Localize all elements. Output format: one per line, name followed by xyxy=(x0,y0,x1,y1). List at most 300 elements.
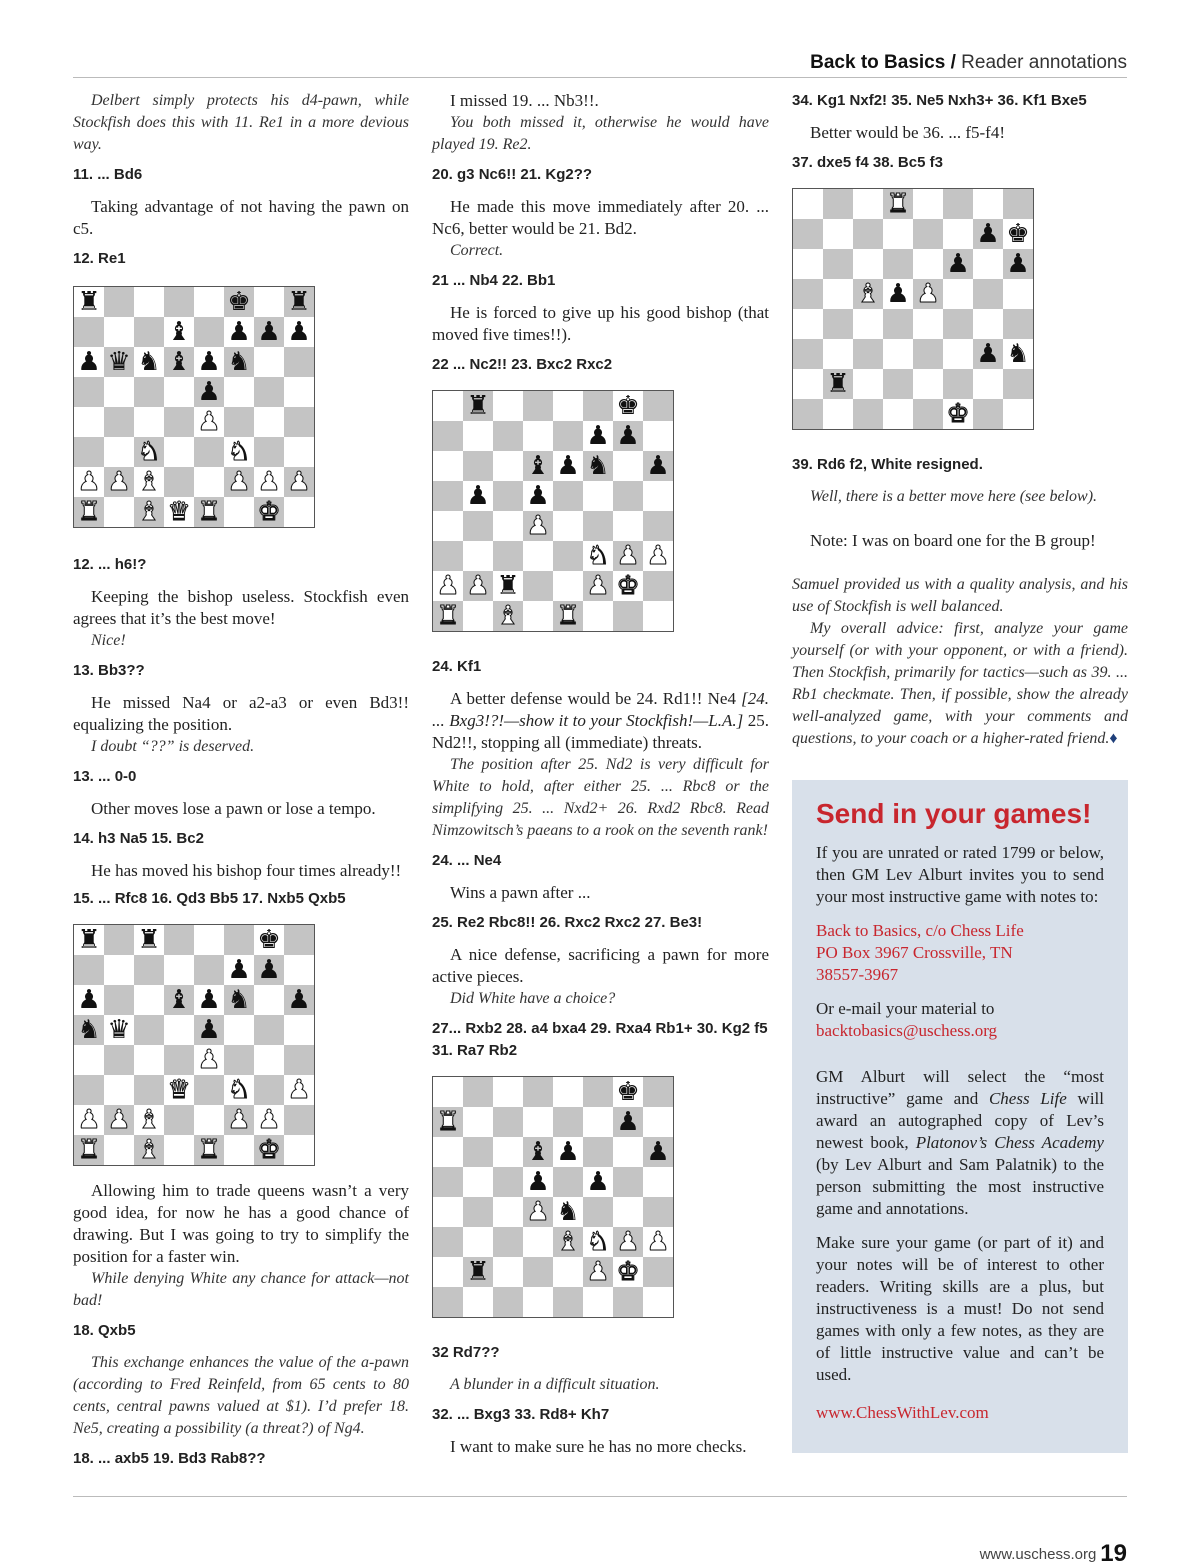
board-square xyxy=(284,347,314,377)
board-square xyxy=(284,1105,314,1135)
board-square xyxy=(553,541,583,571)
board-square xyxy=(643,541,673,571)
text-run: (by Lev Alburt and Sam Palatnik) to the person submitting the most instructive game and annotations. xyxy=(816,1155,1104,1218)
board-square xyxy=(284,467,314,497)
move-heading: 12. Re1 xyxy=(73,250,126,267)
board-square xyxy=(583,481,613,511)
board-square xyxy=(613,391,643,421)
board-square xyxy=(1003,369,1033,399)
board-square xyxy=(433,1257,463,1287)
board-square xyxy=(433,511,463,541)
website-link[interactable]: www.ChessWithLev.com xyxy=(816,1403,989,1422)
board-square xyxy=(973,339,1003,369)
board-square xyxy=(643,391,673,421)
white-knight-icon: ♞ xyxy=(227,437,251,467)
board-square xyxy=(583,451,613,481)
board-square xyxy=(433,601,463,631)
board-square xyxy=(224,1045,254,1075)
black-rook-icon: ♜ xyxy=(466,1257,490,1287)
black-bishop-icon: ♝ xyxy=(167,317,191,347)
board-square xyxy=(493,1197,523,1227)
board-square xyxy=(463,1137,493,1167)
board-square xyxy=(1003,249,1033,279)
board-square xyxy=(463,481,493,511)
board-square xyxy=(493,1227,523,1257)
board-square xyxy=(643,481,673,511)
board-square xyxy=(553,1167,583,1197)
chess-diagram xyxy=(792,188,1034,430)
board-square xyxy=(74,437,104,467)
board-square xyxy=(433,451,463,481)
board-square xyxy=(883,309,913,339)
black-bishop-icon: ♝ xyxy=(167,985,191,1015)
black-pawn-icon: ♟ xyxy=(197,985,221,1015)
board-square xyxy=(164,437,194,467)
black-pawn-icon: ♟ xyxy=(646,451,670,481)
board-square xyxy=(254,1075,284,1105)
board-square xyxy=(643,451,673,481)
mailing-address xyxy=(816,920,1104,986)
white-knight-icon: ♞ xyxy=(227,1075,251,1105)
board-square xyxy=(553,1197,583,1227)
white-bishop-icon: ♝ xyxy=(137,1105,161,1135)
move-heading: 14. h3 Na5 15. Bc2 xyxy=(73,830,204,847)
board-square xyxy=(433,1137,463,1167)
board-square xyxy=(853,279,883,309)
board-square xyxy=(74,407,104,437)
end-mark-icon: ♦ xyxy=(1109,730,1118,747)
board-square xyxy=(913,189,943,219)
board-square xyxy=(493,571,523,601)
black-pawn-icon: ♟ xyxy=(77,985,101,1015)
board-square xyxy=(433,1197,463,1227)
white-pawn-icon: ♟ xyxy=(227,1105,251,1135)
board-square xyxy=(194,1075,224,1105)
move-heading: 13. ... 0-0 xyxy=(73,768,137,785)
black-knight-icon: ♞ xyxy=(227,347,251,377)
board-square xyxy=(553,1257,583,1287)
move-heading: 12. ... h6!? xyxy=(73,556,147,573)
board-square xyxy=(523,1107,553,1137)
board-square xyxy=(254,377,284,407)
paragraph: Allowing him to trade queens wasn’t a very good idea, for now he has a good chance of drawing. But I was going to try to simplify the position for a faster win. xyxy=(73,1181,409,1266)
board-square xyxy=(164,1135,194,1165)
board-square xyxy=(284,317,314,347)
black-knight-icon: ♞ xyxy=(77,1015,101,1045)
white-pawn-icon: ♟ xyxy=(586,1257,610,1287)
board-square xyxy=(194,1135,224,1165)
board-square xyxy=(254,1015,284,1045)
board-square xyxy=(164,287,194,317)
board-square xyxy=(224,287,254,317)
board-square xyxy=(463,391,493,421)
board-square xyxy=(164,347,194,377)
board-square xyxy=(643,1167,673,1197)
black-pawn-icon: ♟ xyxy=(197,377,221,407)
board-square xyxy=(463,511,493,541)
board-square xyxy=(943,249,973,279)
black-pawn-icon: ♟ xyxy=(77,347,101,377)
black-pawn-icon: ♟ xyxy=(976,339,1000,369)
board-square xyxy=(793,369,823,399)
white-pawn-icon: ♟ xyxy=(287,467,311,497)
move-heading: 11. ... Bd6 xyxy=(73,166,143,183)
board-square xyxy=(224,497,254,527)
board-square xyxy=(463,571,493,601)
move-heading: 18. Qxb5 xyxy=(73,1322,136,1339)
white-rook-icon: ♜ xyxy=(436,601,460,631)
sidebar-paragraph xyxy=(816,1066,1104,1220)
white-pawn-icon: ♟ xyxy=(227,467,251,497)
board-square xyxy=(523,1077,553,1107)
board-square xyxy=(104,467,134,497)
board-square xyxy=(643,1107,673,1137)
board-square xyxy=(194,497,224,527)
sidebar-paragraph: Make sure your game (or part of it) and your notes will be of interest to other readers. Writing skills are a plus, but instructiveness is a must! Do not send games with only a few notes, as they are of little instructive value and can’t be used. xyxy=(816,1233,1104,1384)
board-square xyxy=(613,1167,643,1197)
board-square xyxy=(913,399,943,429)
white-pawn-icon: ♟ xyxy=(466,571,490,601)
white-pawn-icon: ♟ xyxy=(257,1105,281,1135)
board-square xyxy=(1003,219,1033,249)
board-square xyxy=(463,1197,493,1227)
board-square xyxy=(433,481,463,511)
board-square xyxy=(583,391,613,421)
board-square xyxy=(284,925,314,955)
board-square xyxy=(793,399,823,429)
board-square xyxy=(643,571,673,601)
board-square xyxy=(523,541,553,571)
white-rook-icon: ♜ xyxy=(77,497,101,527)
board-square xyxy=(553,1137,583,1167)
board-square xyxy=(463,1077,493,1107)
white-king-icon: ♚ xyxy=(616,571,640,601)
board-square xyxy=(224,347,254,377)
sidebar-paragraph: Or e-mail your material to xyxy=(816,999,995,1018)
board-square xyxy=(973,249,1003,279)
board-square xyxy=(523,421,553,451)
move-heading: 21 ... Nb4 22. Bb1 xyxy=(432,272,556,289)
board-square xyxy=(853,189,883,219)
board-square xyxy=(104,407,134,437)
paragraph: I want to make sure he has no more checks. xyxy=(450,1437,747,1456)
white-king-icon: ♚ xyxy=(257,1135,281,1165)
board-square xyxy=(643,1227,673,1257)
black-pawn-icon: ♟ xyxy=(976,219,1000,249)
board-square xyxy=(853,219,883,249)
board-square xyxy=(104,955,134,985)
column-2 xyxy=(432,90,769,1458)
white-pawn-icon: ♟ xyxy=(616,1227,640,1257)
white-knight-icon: ♞ xyxy=(586,1227,610,1257)
board-square xyxy=(553,481,583,511)
board-square xyxy=(433,421,463,451)
board-square xyxy=(943,279,973,309)
board-square xyxy=(74,1135,104,1165)
black-king-icon: ♚ xyxy=(1006,219,1030,249)
board-square xyxy=(74,377,104,407)
board-square xyxy=(254,467,284,497)
board-square xyxy=(823,309,853,339)
header-rule xyxy=(73,77,1127,78)
board-square xyxy=(583,1137,613,1167)
page-number: 19 xyxy=(1100,1540,1127,1567)
black-king-icon: ♚ xyxy=(616,391,640,421)
black-pawn-icon: ♟ xyxy=(227,955,251,985)
black-pawn-icon: ♟ xyxy=(616,421,640,451)
address-line: Back to Basics, c/o Chess Life xyxy=(816,921,1024,940)
move-heading: 20. g3 Nc6!! 21. Kg2?? xyxy=(432,166,593,183)
page-footer xyxy=(980,1540,1127,1568)
board-square xyxy=(284,1135,314,1165)
board-square xyxy=(134,1075,164,1105)
board-square xyxy=(254,1135,284,1165)
board-square xyxy=(194,1015,224,1045)
board-square xyxy=(613,571,643,601)
white-knight-icon: ♞ xyxy=(137,437,161,467)
board-square xyxy=(164,1075,194,1105)
board-square xyxy=(553,421,583,451)
board-square xyxy=(523,391,553,421)
board-square xyxy=(823,249,853,279)
black-pawn-icon: ♟ xyxy=(197,1015,221,1045)
column-3 xyxy=(792,90,1128,750)
submission-sidebar xyxy=(792,780,1128,1453)
board-square xyxy=(913,339,943,369)
black-rook-icon: ♜ xyxy=(826,369,850,399)
board-square xyxy=(613,1257,643,1287)
white-rook-icon: ♜ xyxy=(197,1135,221,1165)
board-square xyxy=(523,601,553,631)
board-square xyxy=(643,421,673,451)
white-pawn-icon: ♟ xyxy=(436,571,460,601)
white-queen-icon: ♛ xyxy=(167,497,191,527)
paragraph: Taking advantage of not having the pawn on c5. xyxy=(73,197,409,238)
board-square xyxy=(284,287,314,317)
board-square xyxy=(164,925,194,955)
white-pawn-icon: ♟ xyxy=(586,571,610,601)
board-square xyxy=(134,407,164,437)
annotation: The position after 25. Nd2 is very difficult for White to hold, after either 25. ... Rbc8 or the simplifying 25. ... Nxd2+ 26. Rxd2 Rbc8. Read Nimzowitsch’s paeans to a rook on the seventh rank! xyxy=(432,756,769,839)
black-pawn-icon: ♟ xyxy=(197,347,221,377)
board-square xyxy=(463,541,493,571)
address-line: 38557-3967 xyxy=(816,965,899,984)
board-square xyxy=(583,1227,613,1257)
board-square xyxy=(194,1045,224,1075)
board-square xyxy=(523,1197,553,1227)
move-heading: 25. Re2 Rbc8!! 26. Rxc2 Rxc2 27. Be3! xyxy=(432,914,703,931)
board-square xyxy=(104,347,134,377)
board-square xyxy=(583,601,613,631)
chess-diagram xyxy=(73,286,315,528)
board-square xyxy=(254,347,284,377)
board-square xyxy=(463,1107,493,1137)
black-pawn-icon: ♟ xyxy=(586,421,610,451)
board-square xyxy=(463,421,493,451)
board-square xyxy=(583,1167,613,1197)
board-square xyxy=(493,421,523,451)
board-square xyxy=(284,407,314,437)
board-square xyxy=(493,1257,523,1287)
move-heading: 24. Kf1 xyxy=(432,658,482,675)
board-square xyxy=(553,1287,583,1317)
move-heading: 15. ... Rfc8 16. Qd3 Bb5 17. Nxb5 Qxb5 xyxy=(73,890,346,907)
board-square xyxy=(74,1045,104,1075)
board-square xyxy=(1003,339,1033,369)
white-king-icon: ♚ xyxy=(257,497,281,527)
black-pawn-icon: ♟ xyxy=(556,1137,580,1167)
board-square xyxy=(284,1075,314,1105)
board-square xyxy=(493,511,523,541)
white-pawn-icon: ♟ xyxy=(197,407,221,437)
board-square xyxy=(433,1227,463,1257)
board-square xyxy=(613,541,643,571)
board-square xyxy=(793,189,823,219)
white-bishop-icon: ♝ xyxy=(137,467,161,497)
board-square xyxy=(74,1015,104,1045)
board-square xyxy=(284,437,314,467)
paragraph: Wins a pawn after ... xyxy=(450,883,591,902)
board-square xyxy=(284,1015,314,1045)
board-square xyxy=(254,287,284,317)
email-link[interactable]: backtobasics@uschess.org xyxy=(816,1021,998,1040)
section-subtitle: Reader annotations xyxy=(955,52,1127,73)
page-header xyxy=(810,52,1127,74)
board-square xyxy=(254,1105,284,1135)
board-square xyxy=(643,1257,673,1287)
white-pawn-icon: ♟ xyxy=(526,1197,550,1227)
board-square xyxy=(553,451,583,481)
board-square xyxy=(224,467,254,497)
board-square xyxy=(643,1287,673,1317)
black-pawn-icon: ♟ xyxy=(257,317,281,347)
black-bishop-icon: ♝ xyxy=(526,1137,550,1167)
board-square xyxy=(493,481,523,511)
board-square xyxy=(104,985,134,1015)
black-pawn-icon: ♟ xyxy=(227,317,251,347)
board-square xyxy=(493,1077,523,1107)
white-pawn-icon: ♟ xyxy=(646,541,670,571)
black-king-icon: ♚ xyxy=(257,925,281,955)
annotation: This exchange enhances the value of the a-pawn (according to Fred Reinfeld, from 65 cents to 80 cents, central pawns valued at $1). I’d prefer 18. Ne5, creating a possibility (a threat?) of Ng4. xyxy=(73,1354,409,1437)
footer-url[interactable]: www.uschess.org xyxy=(979,1546,1097,1563)
board-square xyxy=(224,985,254,1015)
white-pawn-icon: ♟ xyxy=(107,1105,131,1135)
board-square xyxy=(613,1197,643,1227)
move-heading: 13. Bb3?? xyxy=(73,662,145,679)
black-pawn-icon: ♟ xyxy=(946,249,970,279)
paragraph: He missed Na4 or a2-a3 or even Bd3!! equalizing the position. xyxy=(73,693,409,734)
white-pawn-icon: ♟ xyxy=(916,279,940,309)
board-square xyxy=(493,601,523,631)
board-square xyxy=(463,451,493,481)
white-king-icon: ♚ xyxy=(946,399,970,429)
white-rook-icon: ♜ xyxy=(77,1135,101,1165)
board-square xyxy=(134,317,164,347)
board-square xyxy=(164,317,194,347)
white-pawn-icon: ♟ xyxy=(526,511,550,541)
paragraph: Keeping the bishop useless. Stockfish even agrees that it’s the best move! xyxy=(73,587,409,628)
board-square xyxy=(793,249,823,279)
board-square xyxy=(134,1105,164,1135)
black-pawn-icon: ♟ xyxy=(466,481,490,511)
black-knight-icon: ♞ xyxy=(586,451,610,481)
board-square xyxy=(853,369,883,399)
editor-note: [24. ... Bxg3!?!—show it to your Stockfish!—L.A.] xyxy=(432,689,769,730)
board-square xyxy=(853,339,883,369)
move-heading: 24. ... Ne4 xyxy=(432,852,502,869)
black-pawn-icon: ♟ xyxy=(586,1167,610,1197)
board-square xyxy=(74,497,104,527)
board-square xyxy=(104,1135,134,1165)
board-square xyxy=(523,1137,553,1167)
board-square xyxy=(74,287,104,317)
black-pawn-icon: ♟ xyxy=(646,1137,670,1167)
black-pawn-icon: ♟ xyxy=(526,1167,550,1197)
text-run: My overall advice: first, analyze your game yourself (or with your opponent, or with a friend). Then Stockfish, primarily for tactics—such as 39. ... Rb1 checkmate. Then, if possible, show the already well-analyzed game, with your comments and questions, to your coach or a higher-rated friend. xyxy=(792,620,1128,747)
board-square xyxy=(194,377,224,407)
board-square xyxy=(853,249,883,279)
white-bishop-icon: ♝ xyxy=(137,497,161,527)
annotation: Delbert simply protects his d4-pawn, while Stockfish does this with 11. Re1 in a more devious way. xyxy=(73,92,409,153)
board-square xyxy=(164,1015,194,1045)
board-square xyxy=(583,1287,613,1317)
white-queen-icon: ♛ xyxy=(167,1075,191,1105)
black-pawn-icon: ♟ xyxy=(287,317,311,347)
board-square xyxy=(553,1107,583,1137)
black-pawn-icon: ♟ xyxy=(257,955,281,985)
board-square xyxy=(134,1135,164,1165)
board-square xyxy=(493,391,523,421)
board-square xyxy=(463,1227,493,1257)
black-king-icon: ♚ xyxy=(616,1077,640,1107)
board-square xyxy=(523,1227,553,1257)
board-square xyxy=(823,369,853,399)
board-square xyxy=(523,1287,553,1317)
publication-title: Chess Life xyxy=(988,1089,1067,1108)
board-square xyxy=(134,377,164,407)
board-square xyxy=(493,451,523,481)
black-pawn-icon: ♟ xyxy=(287,985,311,1015)
white-bishop-icon: ♝ xyxy=(856,279,880,309)
board-square xyxy=(224,1075,254,1105)
board-square xyxy=(583,571,613,601)
white-pawn-icon: ♟ xyxy=(107,467,131,497)
board-square xyxy=(643,1077,673,1107)
board-square xyxy=(104,317,134,347)
board-square xyxy=(613,511,643,541)
board-square xyxy=(643,1137,673,1167)
paragraph: Note: I was on board one for the B group! xyxy=(810,531,1096,550)
board-square xyxy=(433,391,463,421)
board-square xyxy=(823,219,853,249)
board-square xyxy=(943,219,973,249)
board-square xyxy=(74,467,104,497)
board-square xyxy=(823,279,853,309)
board-square xyxy=(583,541,613,571)
sidebar-paragraph: If you are unrated or rated 1799 or below, then GM Lev Alburt invites you to send your most instructive game with notes to: xyxy=(816,843,1104,906)
board-square xyxy=(224,1105,254,1135)
white-rook-icon: ♜ xyxy=(197,497,221,527)
book-title: Platonov’s Chess Academy xyxy=(915,1133,1104,1152)
board-square xyxy=(523,511,553,541)
board-square xyxy=(973,279,1003,309)
board-square xyxy=(793,309,823,339)
board-square xyxy=(433,571,463,601)
board-square xyxy=(553,1077,583,1107)
board-square xyxy=(613,421,643,451)
board-square xyxy=(583,1077,613,1107)
